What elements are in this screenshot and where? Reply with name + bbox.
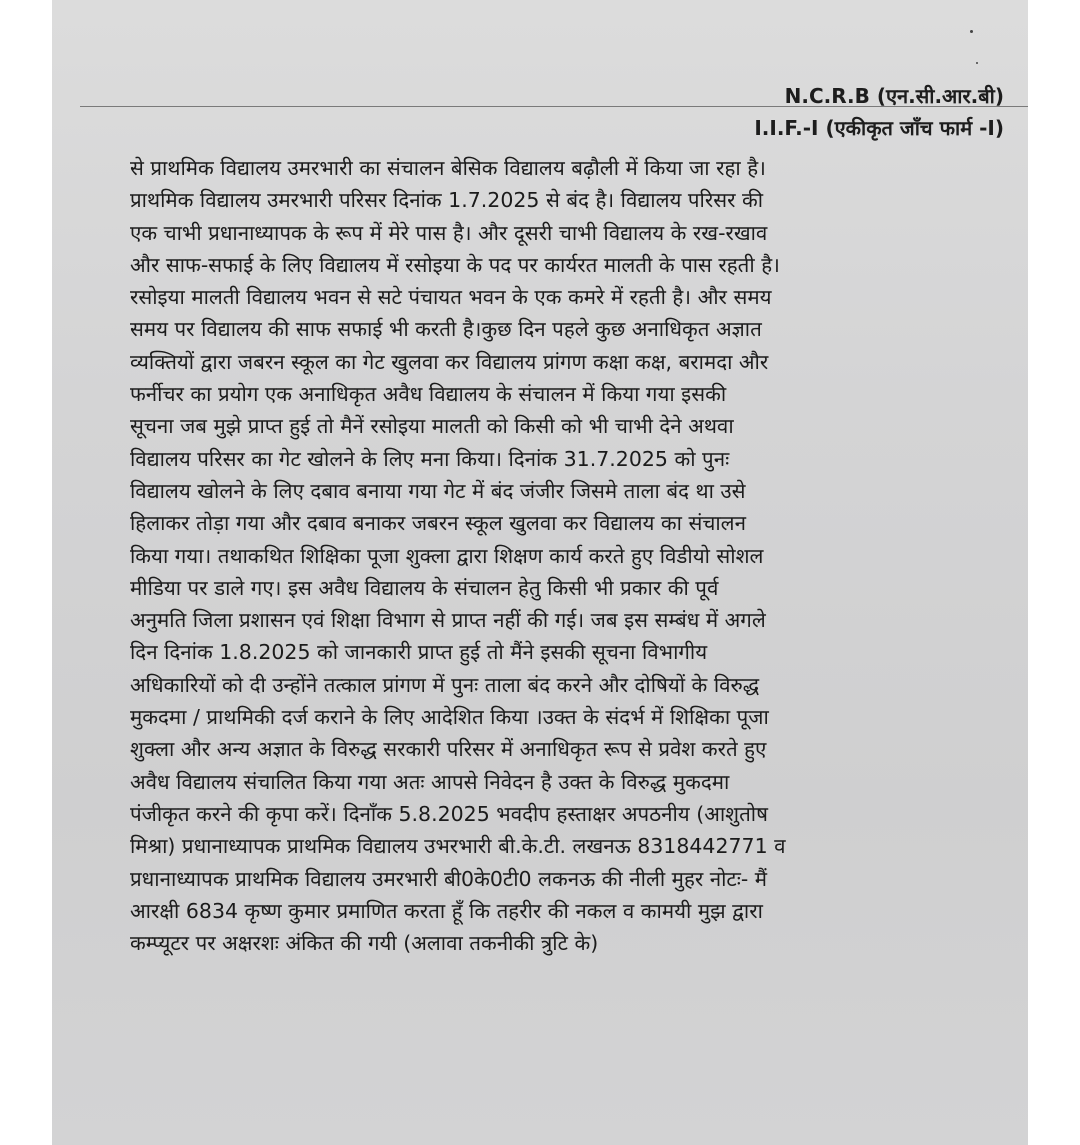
body-line: अधिकारियों को दी उन्होंने तत्काल प्रांगण में पुनः ताला बंद करने और दोषियों के विरुद्ध: [130, 672, 760, 697]
body-line: विद्यालय खोलने के लिए दबाव बनाया गया गेट में बंद जंजीर जिसमे ताला बंद था उसे: [130, 478, 746, 503]
body-line: कम्प्यूटर पर अक्षरशः अंकित की गयी (अलावा तकनीकी त्रुटि के): [130, 931, 599, 956]
paper-speck: [970, 30, 973, 33]
body-line: समय पर विद्यालय की साफ सफाई भी करती है।कुछ दिन पहले कुछ अनाधिकृत अज्ञात: [130, 317, 762, 342]
document-sheet: [52, 0, 1028, 1145]
paper-speck: [976, 62, 978, 64]
document-body: [130, 152, 1010, 959]
body-line: दिन दिनांक 1.8.2025 को जानकारी प्राप्त हुई तो मैंने इसकी सूचना विभागीय: [130, 640, 708, 665]
body-line: से प्राथमिक विद्यालय उमरभारी का संचालन बेसिक विद्यालय बढ़ौली में किया जा रहा है।: [130, 156, 766, 180]
body-line: एक चाभी प्रधानाध्यापक के रूप में मेरे पास है। और दूसरी चाभी विद्यालय के रख-रखाव: [130, 220, 768, 245]
body-line: रसोइया मालती विद्यालय भवन से सटे पंचायत भवन के एक कमरे में रहती है। और समय: [130, 285, 772, 310]
form-header-ncrb: N.C.R.B (एन.सी.आर.बी): [784, 84, 1004, 108]
body-line: प्राथमिक विद्यालय उमरभारी परिसर दिनांक 1.7.2025 से बंद है। विद्यालय परिसर की: [130, 188, 764, 213]
body-line: किया गया। तथाकथित शिक्षिका पूजा शुक्ला द्वारा शिक्षण कार्य करते हुए विडीयो सोशल: [130, 543, 764, 568]
body-line: आरक्षी 6834 कृष्ण कुमार प्रमाणित करता हूँ कि तहरीर की नकल व कामयी मुझ द्वारा: [130, 898, 763, 923]
body-line: हिलाकर तोड़ा गया और दबाव बनाकर जबरन स्कूल खुलवा कर विद्यालय का संचालन: [130, 511, 746, 536]
body-line: मीडिया पर डाले गए। इस अवैध विद्यालय के संचालन हेतु किसी भी प्रकार की पूर्व: [130, 575, 719, 600]
body-line: व्यक्तियों द्वारा जबरन स्कूल का गेट खुलवा कर विद्यालय प्रांगण कक्षा कक्ष, बरामदा और: [130, 349, 769, 374]
body-line: फर्नीचर का प्रयोग एक अनाधिकृत अवैध विद्यालय के संचालन में किया गया इसकी: [130, 382, 727, 407]
body-line: अनुमति जिला प्रशासन एवं शिक्षा विभाग से प्राप्त नहीं की गई। जब इस सम्बंध में अगले: [130, 608, 766, 633]
body-line: विद्यालय परिसर का गेट खोलने के लिए मना किया। दिनांक 31.7.2025 को पुनः: [130, 446, 730, 471]
body-line: शुक्ला और अन्य अज्ञात के विरुद्ध सरकारी परिसर में अनाधिकृत रूप से प्रवेश करते हुए: [130, 737, 767, 762]
body-line: मिश्रा) प्रधानाध्यापक प्राथमिक विद्यालय उभरभारी बी.के.टी. लखनऊ 8318442771 व: [130, 834, 786, 859]
body-line: पंजीकृत करने की कृपा करें। दिनाँक 5.8.2025 भवदीप हस्ताक्षर अपठनीय (आशुतोष: [130, 801, 768, 826]
body-line: अवैध विद्यालय संचालित किया गया अतः आपसे निवेदन है उक्त के विरुद्ध मुकदमा: [130, 769, 730, 794]
body-line: मुकदमा / प्राथमिकी दर्ज कराने के लिए आदेशित किया ।उक्त के संदर्भ में शिक्षिका पूजा: [130, 705, 769, 730]
form-header-iif: I.I.F.-I (एकीकृत जाँच फार्म -I): [754, 116, 1004, 140]
body-line: प्रधानाध्यापक प्राथमिक विद्यालय उमरभारी बी0के0टी0 लकनऊ की नीली मुहर नोटः- मैं: [130, 866, 768, 891]
body-line: सूचना जब मुझे प्राप्त हुई तो मैनें रसोइया मालती को किसी को भी चाभी देने अथवा: [130, 414, 734, 439]
body-line: और साफ-सफाई के लिए विद्यालय में रसोइया के पद पर कार्यरत मालती के पास रहती है।: [130, 252, 780, 277]
